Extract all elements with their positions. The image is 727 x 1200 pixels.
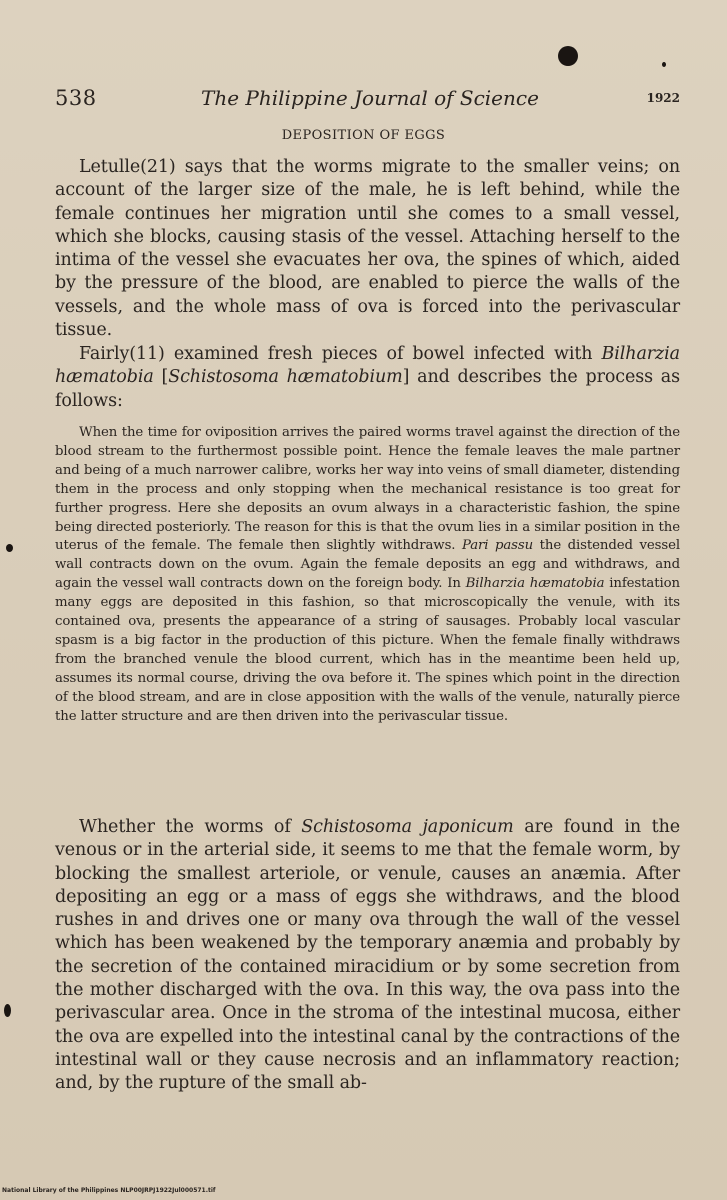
- block-quote: [55, 424, 680, 727]
- text-run: are found in the venous or in the arterial side, it seems to me that the female worm, by blocking the smallest arteriole, or venule, causes an anæmia. After depositing an egg or a mass of eggs she withdraws, and the blood rushes in and drives one or many ova through the wall of the vessel which has been weakened by the temporary anæmia and probably by the secretion of the contained miracidium or by some secretion from the mother discharged with the ova. In this way, the ova pass into the perivascular area. Once in the stroma of the intestinal mucosa, either the ova are expelled into the intestinal canal by the contractions of the intestinal wall or they cause necrosis and an inflammatory reaction; and, by the rupture of the small ab-: [55, 817, 680, 1094]
- ink-speck: [4, 1004, 11, 1017]
- latin-phrase: Pari passu: [461, 538, 534, 554]
- species-name: Bilharzia hæmatobia: [465, 576, 605, 592]
- ink-speck: [662, 62, 666, 67]
- paragraph-text: [55, 816, 680, 1096]
- species-name: Bilharzia hæmatobia: [55, 344, 680, 388]
- paragraph-3: [55, 816, 680, 1096]
- text-run: When the time for oviposition arrives the paired worms travel against the direction of the blood stream to the furthermost possible point. Hence the female leaves the male partner and being of a much narrower calibre, works her way into veins of small diameter, distending them in the process and only stopping when the mechanical resistance is too great for further progress. Here she deposits an ovum always in a characteristic fashion, the spine being directed posteriorly. The reason for this is that the ovum lies in a similar position in the uterus of the female. The female then slightly withdraws.: [55, 425, 680, 554]
- scan-footer: National Library of the Philippines NLP00JRPJ1922Jul000571.tif: [2, 1187, 216, 1194]
- paragraph-text: Letulle(21) says that the worms migrate to the smaller veins; on account of the larger size of the male, he is left behind, while the female continues her migration until she comes to a small vessel, which she blocks, causing stasis of the vessel. Attaching herself to the intima of the vessel she evacuates her ova, the spines of which, aided by the pressure of the blood, are enabled to pierce the walls of the vessels, and the whole mass of ova is forced into the perivascular tissue.: [55, 157, 680, 341]
- text-run: the distended vessel wall contracts down on the ovum. Again the female deposits an egg and withdraws, and again the vessel wall contracts down on the foreign body. In: [55, 538, 681, 592]
- text-run: Fairly(11) examined fresh pieces of bowel infected with: [79, 344, 602, 364]
- page-number: 538: [55, 86, 97, 110]
- paragraph-text: [55, 343, 680, 413]
- species-name: Schistosoma hæmatobium: [168, 367, 403, 388]
- text-run: infestation many eggs are deposited in this fashion, so that microscopically the venule, with its contained ova, presents the appearance of a string of sausages. Probably local vascular spasm is a big factor in the production of this picture. When the female finally withdraws from the branched venule the blood current, which has in the meantime been held up, assumes its normal course, driving the ova before it. The spines which point in the direction of the blood stream, and are in close apposition with the walls of the venule, naturally pierce the latter structure and are then driven into the perivascular tissue.: [55, 576, 680, 724]
- text-run: Whether the worms of: [79, 817, 302, 837]
- header-year: 1922: [646, 91, 680, 105]
- quote-text: [55, 424, 680, 727]
- paragraph-2: [55, 343, 680, 413]
- text-run: [: [153, 367, 169, 388]
- species-name: Schistosoma japonicum: [301, 817, 514, 837]
- text-run: ] and describes the process as follows:: [55, 367, 680, 411]
- paragraph-1: [55, 156, 680, 342]
- ink-speck: [6, 544, 13, 552]
- journal-title: The Philippine Journal of Science: [201, 86, 539, 110]
- running-header: [55, 86, 680, 112]
- section-title: DEPOSITION OF EGGS: [281, 128, 446, 143]
- ink-blot: [558, 46, 578, 66]
